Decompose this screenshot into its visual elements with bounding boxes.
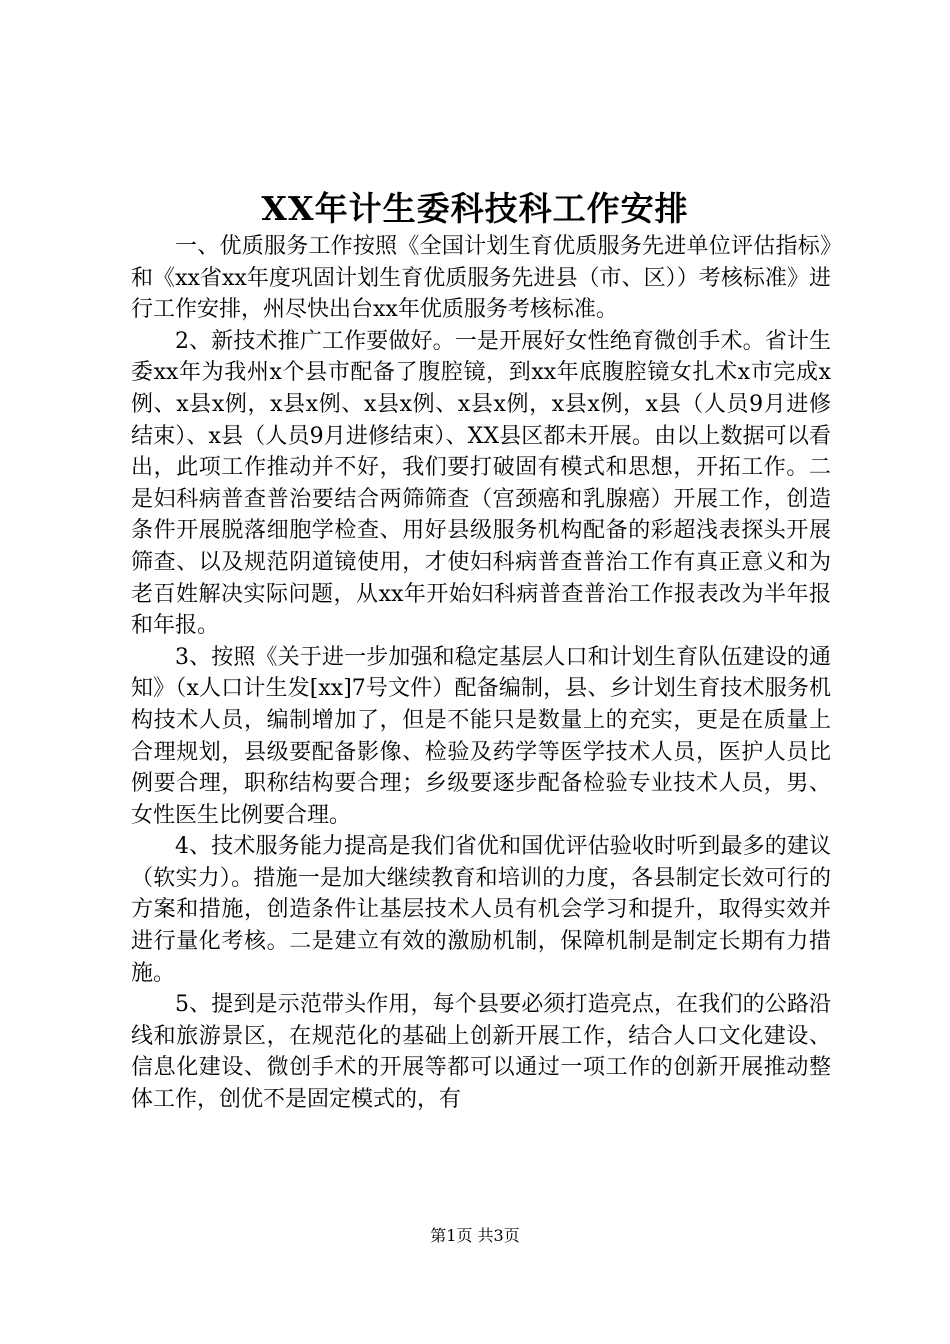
paragraph-5: 5、提到是示范带头作用，每个县要必须打造亮点，在我们的公路沿线和旅游景区，在规范化的基础上创新开展工作，结合人口文化建设、信息化建设、微创手术的开展等都可以通过一项工作的创新开展推动整体工作，创优不是固定模式的，有 [131, 992, 831, 1113]
page-number-footer: 第1页 共3页 [430, 1226, 520, 1245]
document-title: XX年计生委科技科工作安排 [261, 189, 689, 228]
paragraph-4: 4、技术服务能力提高是我们省优和国优评估验收时听到最多的建议（软实力）。措施一是加大继续教育和培训的力度，各县制定长效可行的方案和措施，创造条件让基层技术人员有机会学习和提升，取得实效并进行量化考核。二是建立有效的激励机制，保障机制是制定长期有力措施。 [131, 834, 831, 986]
document-body [131, 231, 831, 1116]
paragraph-2: 2、新技术推广工作要做好。一是开展好女性绝育微创手术。省计生委xx年为我州x个县市配备了腹腔镜，到xx年底腹腔镜女扎术x市完成x例、x县x例，x县x例、x县x例、x县x例，x县x例，x县（人员9月进修结束）、x县（人员9月进修结束）、XX县区都未开展。由以上数据可以看出，此项工作推动并不好，我们要打破固有模式和思想，开拓工作。二是妇科病普查普治要结合两筛筛查（宫颈癌和乳腺癌）开展工作，创造条件开展脱落细胞学检查、用好县级服务机构配备的彩超浅表探头开展筛查、以及规范阴道镜使用，才使妇科病普查普治工作有真正意义和为老百姓解决实际问题，从xx年开始妇科病普查普治工作报表改为半年报和年报。 [131, 328, 831, 639]
paragraph-3: 3、按照《关于进一步加强和稳定基层人口和计划生育队伍建设的通知》（x人口计生发[xx]7号文件）配备编制，县、乡计划生育技术服务机构技术人员，编制增加了，但是不能只是数量上的充实，更是在质量上合理规划，县级要配备影像、检验及药学等医学技术人员，医护人员比例要合理，职称结构要合理；乡级要逐步配备检验专业技术人员，男、女性医生比例要合理。 [131, 644, 831, 828]
paragraph-1: 一、优质服务工作按照《全国计划生育优质服务先进单位评估指标》和《xx省xx年度巩固计划生育优质服务先进县（市、区））考核标准》进行工作安排，州尽快出台xx年优质服务考核标准。 [131, 234, 831, 323]
